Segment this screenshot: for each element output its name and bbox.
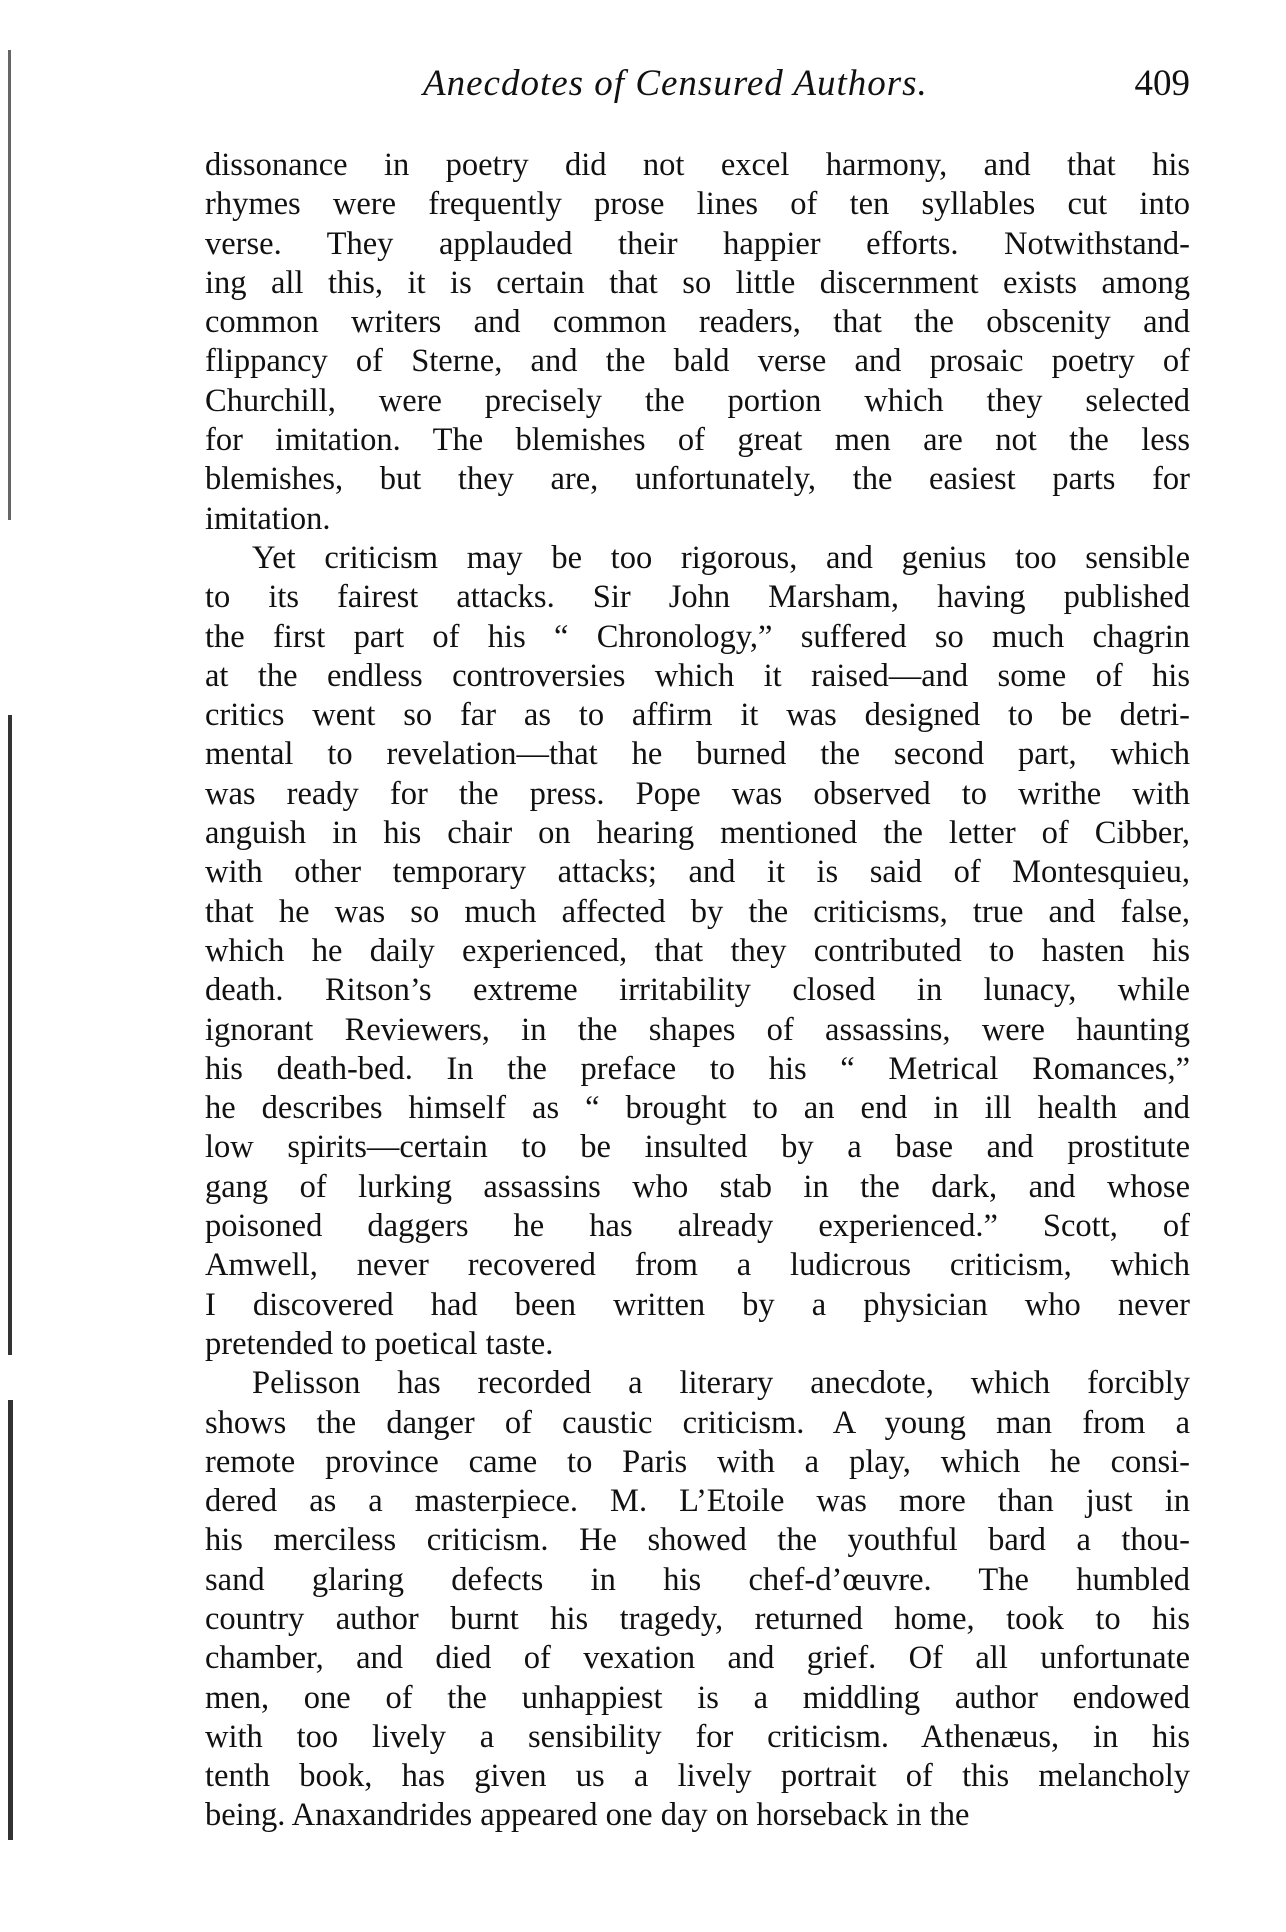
text-line: men, one of the unhappiest is a middling author endowed [205, 1679, 1190, 1716]
text-line: to its fairest attacks. Sir John Marsham, having published [205, 579, 1190, 616]
text-line: the first part of his “ Chronology,” suffered so much chagrin [205, 618, 1190, 655]
paragraph [205, 1364, 1190, 1836]
paragraph [205, 539, 1190, 1364]
text-line: ignorant Reviewers, in the shapes of assassins, were haunting [205, 1011, 1190, 1048]
text-line: was ready for the press. Pope was observed to writhe with [205, 775, 1190, 812]
text-line: death. Ritson’s extreme irritability closed in lunacy, while [205, 972, 1190, 1009]
running-title: Anecdotes of Censured Authors. [423, 63, 928, 104]
page-header [205, 62, 1190, 114]
binding-edge-mark [8, 715, 12, 1355]
text-line: mental to revelation—that he burned the second part, which [205, 736, 1190, 773]
text-line: poisoned daggers he has already experienced.” Scott, of [205, 1208, 1190, 1245]
body-text [205, 146, 1190, 1836]
text-line: I discovered had been written by a physician who never [205, 1286, 1190, 1323]
page-number: 409 [1134, 63, 1190, 104]
text-line: he describes himself as “ brought to an end in ill health and [205, 1090, 1190, 1127]
text-line: Yet criticism may be too rigorous, and genius too sensible [252, 539, 1190, 576]
text-line: at the endless controversies which it raised—and some of his [205, 657, 1190, 694]
text-line: flippancy of Sterne, and the bald verse and prosaic poetry of [205, 343, 1190, 380]
paragraph [205, 146, 1190, 539]
text-line: being. Anaxandrides appeared one day on horseback in the [205, 1797, 970, 1834]
text-line: common writers and common readers, that the obscenity and [205, 304, 1190, 341]
text-line: anguish in his chair on hearing mentioned the letter of Cibber, [205, 815, 1190, 852]
text-line: Pelisson has recorded a literary anecdote, which forcibly [252, 1365, 1190, 1402]
text-line: tenth book, has given us a lively portrait of this melancholy [205, 1758, 1190, 1795]
text-line: sand glaring defects in his chef-d’œuvre. The humbled [205, 1561, 1190, 1598]
text-line: which he daily experienced, that they contributed to hasten his [205, 932, 1190, 969]
binding-edge-mark [8, 1400, 13, 1840]
text-line: low spirits—certain to be insulted by a base and prostitute [205, 1129, 1190, 1166]
text-line: blemishes, but they are, unfortunately, the easiest parts for [205, 461, 1190, 498]
text-line: ing all this, it is certain that so little discernment exists among [205, 264, 1190, 301]
text-line: with too lively a sensibility for criticism. Athenæus, in his [205, 1718, 1190, 1755]
text-line: shows the danger of caustic criticism. A young man from a [205, 1404, 1190, 1441]
text-line: verse. They applauded their happier efforts. Notwithstand- [205, 225, 1190, 262]
text-line: country author burnt his tragedy, returned home, took to his [205, 1600, 1190, 1637]
text-line: critics went so far as to affirm it was designed to be detri- [205, 697, 1190, 734]
text-line: remote province came to Paris with a play, which he consi- [205, 1443, 1190, 1480]
text-line: rhymes were frequently prose lines of ten syllables cut into [205, 186, 1190, 223]
text-line: for imitation. The blemishes of great men are not the less [205, 422, 1190, 459]
text-line: dissonance in poetry did not excel harmony, and that his [205, 147, 1190, 183]
text-line: pretended to poetical taste. [205, 1325, 554, 1362]
text-line: Churchill, were precisely the portion which they selected [205, 382, 1190, 419]
text-line: his death-bed. In the preface to his “ Metrical Romances,” [205, 1050, 1190, 1087]
text-line: that he was so much affected by the criticisms, true and false, [205, 893, 1190, 930]
text-line: gang of lurking assassins who stab in the dark, and whose [205, 1168, 1190, 1205]
binding-edge-mark [8, 50, 11, 520]
text-line: with other temporary attacks; and it is said of Montesquieu, [205, 854, 1190, 891]
text-line: chamber, and died of vexation and grief. Of all unfortunate [205, 1640, 1190, 1677]
text-line: Amwell, never recovered from a ludicrous criticism, which [205, 1247, 1190, 1284]
text-line: his merciless criticism. He showed the youthful bard a thou- [205, 1522, 1190, 1559]
text-line: dered as a masterpiece. M. L’Etoile was more than just in [205, 1483, 1190, 1520]
text-line: imitation. [205, 500, 331, 537]
